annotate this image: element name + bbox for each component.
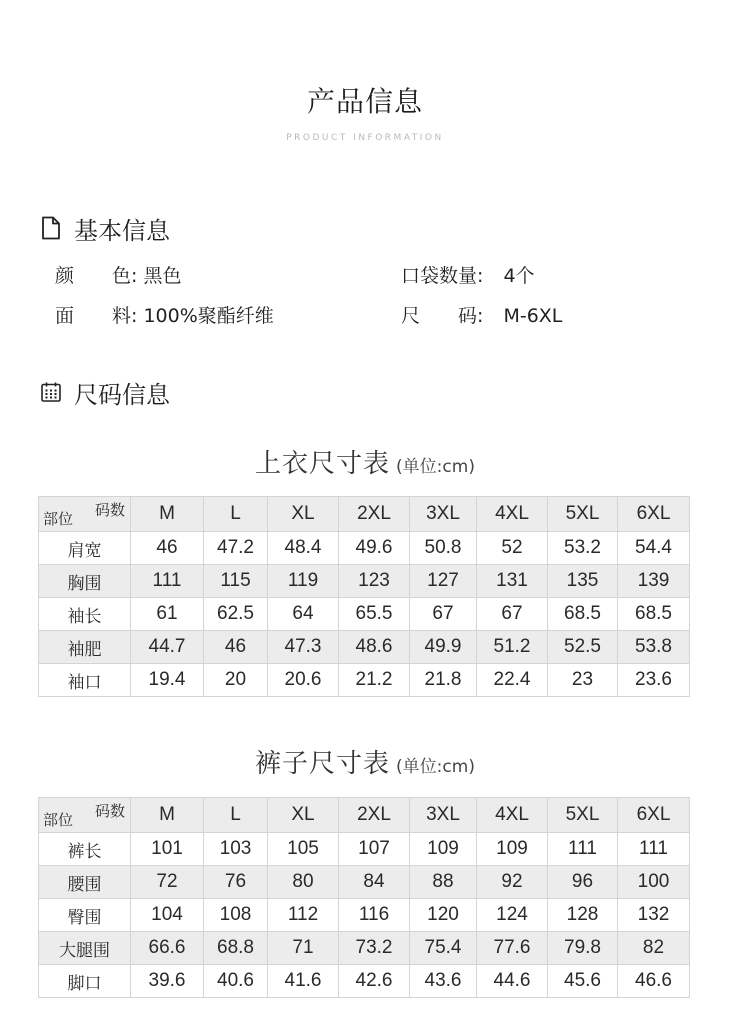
measurement-cell: 23.6 <box>618 664 690 697</box>
page-title: 产品信息 <box>306 85 423 118</box>
measurement-cell: 21.2 <box>339 664 410 697</box>
measurement-cell: 50.8 <box>410 532 477 565</box>
corner-size-label: 码数 <box>94 803 125 820</box>
corner-size-label: 码数 <box>94 502 125 519</box>
fabric-value: 100%聚酯纤维 <box>143 305 274 327</box>
measurement-cell: 39.6 <box>131 965 204 998</box>
measurement-cell: 45.6 <box>548 965 618 998</box>
measurement-cell: 68.5 <box>618 598 690 631</box>
part-name-cell: 大腿围 <box>39 932 131 965</box>
pants-size-table <box>38 797 690 998</box>
measurement-cell: 108 <box>204 899 268 932</box>
corner-part-label: 部位 <box>43 511 74 528</box>
pants-table-corner-cell <box>39 798 131 833</box>
page-subtitle: PRODUCT INFORMATION <box>286 133 444 143</box>
size-info-header <box>40 376 170 408</box>
basic-info-header <box>40 212 170 244</box>
table-row <box>39 532 690 565</box>
color-row <box>55 261 181 288</box>
measurement-cell: 79.8 <box>548 932 618 965</box>
measurement-cell: 65.5 <box>339 598 410 631</box>
table-row <box>39 598 690 631</box>
measurement-cell: 21.8 <box>410 664 477 697</box>
table-row <box>39 565 690 598</box>
part-name-cell: 脚口 <box>39 965 131 998</box>
measurement-cell: 124 <box>477 899 548 932</box>
measurement-cell: 67 <box>477 598 548 631</box>
measurement-cell: 40.6 <box>204 965 268 998</box>
size-header-cell: 4XL <box>477 497 548 532</box>
measurement-cell: 116 <box>339 899 410 932</box>
measurement-cell: 84 <box>339 866 410 899</box>
measurement-cell: 47.2 <box>204 532 268 565</box>
size-info-heading: 尺码信息 <box>74 380 170 409</box>
color-key: 颜 色: <box>55 265 138 287</box>
fabric-key: 面 料: <box>55 305 138 327</box>
measurement-cell: 66.6 <box>131 932 204 965</box>
pants-table-header-row <box>39 798 690 833</box>
measurement-cell: 20.6 <box>268 664 339 697</box>
measurement-cell: 101 <box>131 833 204 866</box>
measurement-cell: 105 <box>268 833 339 866</box>
table-row <box>39 664 690 697</box>
measurement-cell: 75.4 <box>410 932 477 965</box>
size-header-cell: XL <box>268 497 339 532</box>
measurement-cell: 139 <box>618 565 690 598</box>
measurement-cell: 80 <box>268 866 339 899</box>
pants-table-title <box>0 743 730 780</box>
measurement-cell: 127 <box>410 565 477 598</box>
measurement-cell: 109 <box>477 833 548 866</box>
size-header-cell: 5XL <box>548 497 618 532</box>
size-header-cell: M <box>131 798 204 833</box>
measurement-cell: 92 <box>477 866 548 899</box>
measurement-cell: 48.6 <box>339 631 410 664</box>
size-header-cell: 3XL <box>410 798 477 833</box>
measurement-cell: 72 <box>131 866 204 899</box>
measurement-cell: 104 <box>131 899 204 932</box>
table-row <box>39 899 690 932</box>
top-table-name: 上衣尺寸表 <box>255 449 391 479</box>
measurement-cell: 42.6 <box>339 965 410 998</box>
part-name-cell: 裤长 <box>39 833 131 866</box>
pants-table-unit: (单位:cm) <box>396 757 475 777</box>
measurement-cell: 48.4 <box>268 532 339 565</box>
measurement-cell: 22.4 <box>477 664 548 697</box>
measurement-cell: 53.2 <box>548 532 618 565</box>
fabric-row <box>55 301 274 328</box>
part-name-cell: 腰围 <box>39 866 131 899</box>
size-header-cell: 6XL <box>618 497 690 532</box>
measurement-cell: 67 <box>410 598 477 631</box>
measurement-cell: 64 <box>268 598 339 631</box>
top-table-corner-cell <box>39 497 131 532</box>
measurement-cell: 112 <box>268 899 339 932</box>
measurement-cell: 23 <box>548 664 618 697</box>
table-row <box>39 631 690 664</box>
part-name-cell: 肩宽 <box>39 532 131 565</box>
measurement-cell: 77.6 <box>477 932 548 965</box>
size-value: M-6XL <box>503 305 563 327</box>
part-name-cell: 袖肥 <box>39 631 131 664</box>
top-table-unit: (单位:cm) <box>396 457 475 477</box>
measurement-cell: 111 <box>548 833 618 866</box>
measurement-cell: 52 <box>477 532 548 565</box>
top-table-header-row <box>39 497 690 532</box>
size-key: 尺 码: <box>401 305 484 327</box>
table-row <box>39 866 690 899</box>
document-icon <box>40 216 62 240</box>
measurement-cell: 44.7 <box>131 631 204 664</box>
measurement-cell: 128 <box>548 899 618 932</box>
corner-part-label: 部位 <box>43 812 74 829</box>
part-name-cell: 臀围 <box>39 899 131 932</box>
pants-table-name: 裤子尺寸表 <box>255 749 391 779</box>
color-value: 黑色 <box>143 265 182 287</box>
measurement-cell: 115 <box>204 565 268 598</box>
measurement-cell: 100 <box>618 866 690 899</box>
measurement-cell: 73.2 <box>339 932 410 965</box>
measurement-cell: 111 <box>618 833 690 866</box>
measurement-cell: 135 <box>548 565 618 598</box>
top-table-title <box>0 443 730 480</box>
measurement-cell: 43.6 <box>410 965 477 998</box>
size-row <box>401 301 562 328</box>
pocket-key: 口袋数量: <box>401 265 484 287</box>
measurement-cell: 20 <box>204 664 268 697</box>
measurement-cell: 107 <box>339 833 410 866</box>
measurement-cell: 132 <box>618 899 690 932</box>
measurement-cell: 49.6 <box>339 532 410 565</box>
size-header-cell: 2XL <box>339 798 410 833</box>
size-header-cell: 3XL <box>410 497 477 532</box>
size-header-cell: L <box>204 798 268 833</box>
measurement-cell: 131 <box>477 565 548 598</box>
measurement-cell: 46.6 <box>618 965 690 998</box>
part-name-cell: 袖长 <box>39 598 131 631</box>
size-header-cell: M <box>131 497 204 532</box>
part-name-cell: 袖口 <box>39 664 131 697</box>
measurement-cell: 19.4 <box>131 664 204 697</box>
table-row <box>39 932 690 965</box>
measurement-cell: 119 <box>268 565 339 598</box>
measurement-cell: 120 <box>410 899 477 932</box>
measurement-cell: 109 <box>410 833 477 866</box>
measurement-cell: 51.2 <box>477 631 548 664</box>
table-row <box>39 965 690 998</box>
measurement-cell: 46 <box>131 532 204 565</box>
size-header-cell: L <box>204 497 268 532</box>
measurement-cell: 53.8 <box>618 631 690 664</box>
measurement-cell: 46 <box>204 631 268 664</box>
measurement-cell: 68.8 <box>204 932 268 965</box>
measurement-cell: 44.6 <box>477 965 548 998</box>
measurement-cell: 123 <box>339 565 410 598</box>
measurement-cell: 82 <box>618 932 690 965</box>
calendar-icon <box>40 380 62 404</box>
measurement-cell: 47.3 <box>268 631 339 664</box>
measurement-cell: 61 <box>131 598 204 631</box>
size-header-cell: 6XL <box>618 798 690 833</box>
measurement-cell: 54.4 <box>618 532 690 565</box>
measurement-cell: 96 <box>548 866 618 899</box>
basic-info-heading: 基本信息 <box>74 216 170 245</box>
measurement-cell: 49.9 <box>410 631 477 664</box>
measurement-cell: 68.5 <box>548 598 618 631</box>
measurement-cell: 103 <box>204 833 268 866</box>
top-size-table <box>38 496 690 697</box>
size-header-cell: XL <box>268 798 339 833</box>
measurement-cell: 41.6 <box>268 965 339 998</box>
pocket-row <box>401 261 535 288</box>
measurement-cell: 62.5 <box>204 598 268 631</box>
size-header-cell: 2XL <box>339 497 410 532</box>
measurement-cell: 76 <box>204 866 268 899</box>
size-header-cell: 5XL <box>548 798 618 833</box>
measurement-cell: 88 <box>410 866 477 899</box>
measurement-cell: 111 <box>131 565 204 598</box>
measurement-cell: 71 <box>268 932 339 965</box>
size-header-cell: 4XL <box>477 798 548 833</box>
part-name-cell: 胸围 <box>39 565 131 598</box>
table-row <box>39 833 690 866</box>
pocket-value: 4个 <box>503 265 535 287</box>
measurement-cell: 52.5 <box>548 631 618 664</box>
